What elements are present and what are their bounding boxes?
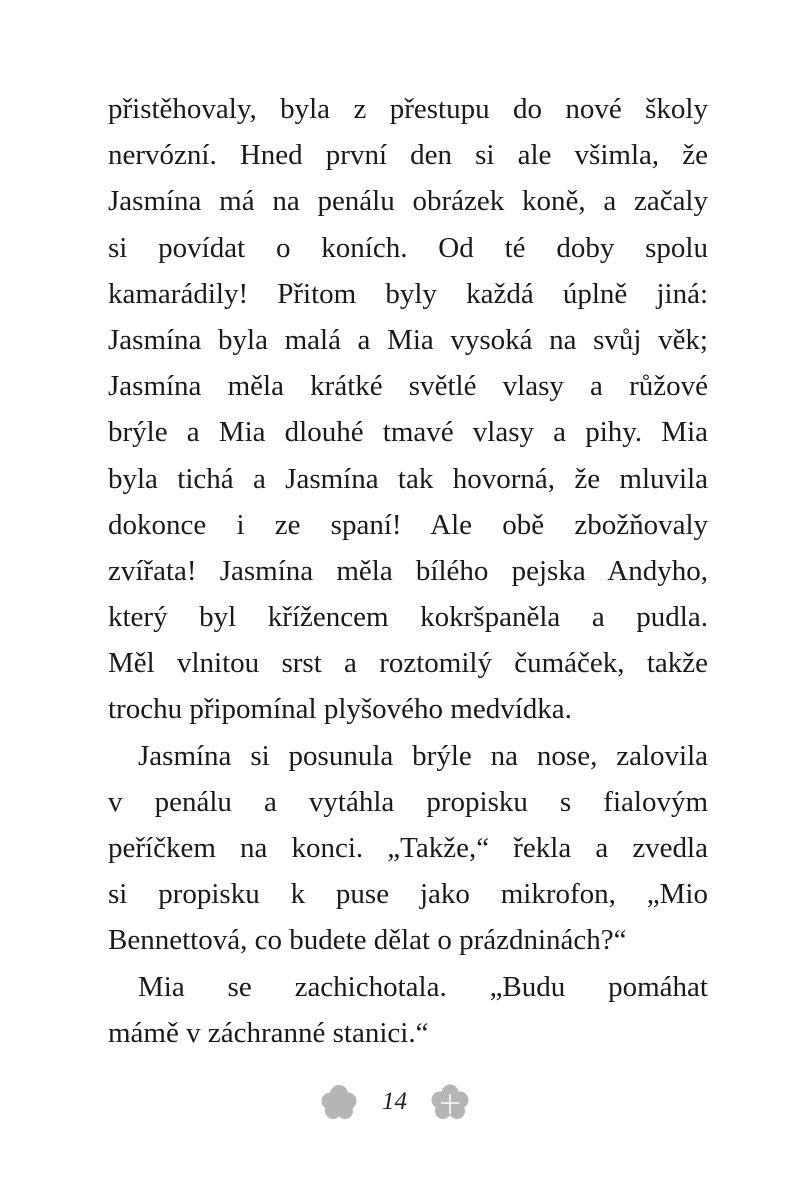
text-line: trochu připomínal plyšového medvídka. — [108, 693, 572, 726]
text-line: Jasmína si posunula brýle na nose, zalovila — [138, 739, 708, 772]
paragraph-1 — [108, 86, 708, 733]
text-line: dokonce i ze spaní! Ale obě zbožňovaly — [108, 508, 708, 541]
text-line: Měl vlnitou srst a roztomilý čumáček, takže — [108, 647, 708, 680]
text-line: Jasmína má na penálu obrázek koně, a začaly — [108, 185, 708, 218]
text-line: si povídat o koních. Od té doby spolu — [108, 231, 708, 264]
paragraph-3 — [108, 964, 708, 1056]
text-line: byla tichá a Jasmína tak hovorná, že mluvila — [108, 462, 708, 495]
text-line: Jasmína měla krátké světlé vlasy a růžové — [108, 370, 708, 403]
text-line: nervózní. Hned první den si ale všimla, že — [108, 139, 708, 172]
flower-icon — [320, 1084, 358, 1120]
text-line: zvířata! Jasmína měla bílého pejska Andyho, — [108, 554, 708, 587]
text-line: Jasmína byla malá a Mia vysoká na svůj věk; — [108, 323, 708, 356]
text-line: který byl křížencem kokršpaněla a pudla. — [108, 601, 708, 634]
flower-icon — [431, 1084, 469, 1120]
text-line: kamarádily! Přitom byly každá úplně jiná: — [108, 277, 708, 310]
page-number: 14 — [382, 1088, 407, 1115]
page-footer — [0, 1082, 789, 1122]
text-line: peříčkem na konci. „Takže,“ řekla a zvedla — [108, 832, 708, 864]
text-line: Bennettová, co budete dělat o prázdninách?“ — [108, 924, 627, 957]
text-line: přistěhovaly, byla z přestupu do nové školy — [108, 93, 708, 125]
text-line: si propisku k puse jako mikrofon, „Mio — [108, 878, 708, 911]
text-line: Mia se zachichotala. „Budu pomáhat — [138, 970, 708, 1003]
text-line: brýle a Mia dlouhé tmavé vlasy a pihy. Mia — [108, 416, 708, 449]
paragraph-2 — [108, 733, 708, 964]
text-line: mámě v záchranné stanici.“ — [108, 1016, 429, 1049]
text-line: v penálu a vytáhla propisku s fialovým — [108, 785, 708, 818]
body-text — [108, 86, 708, 1056]
